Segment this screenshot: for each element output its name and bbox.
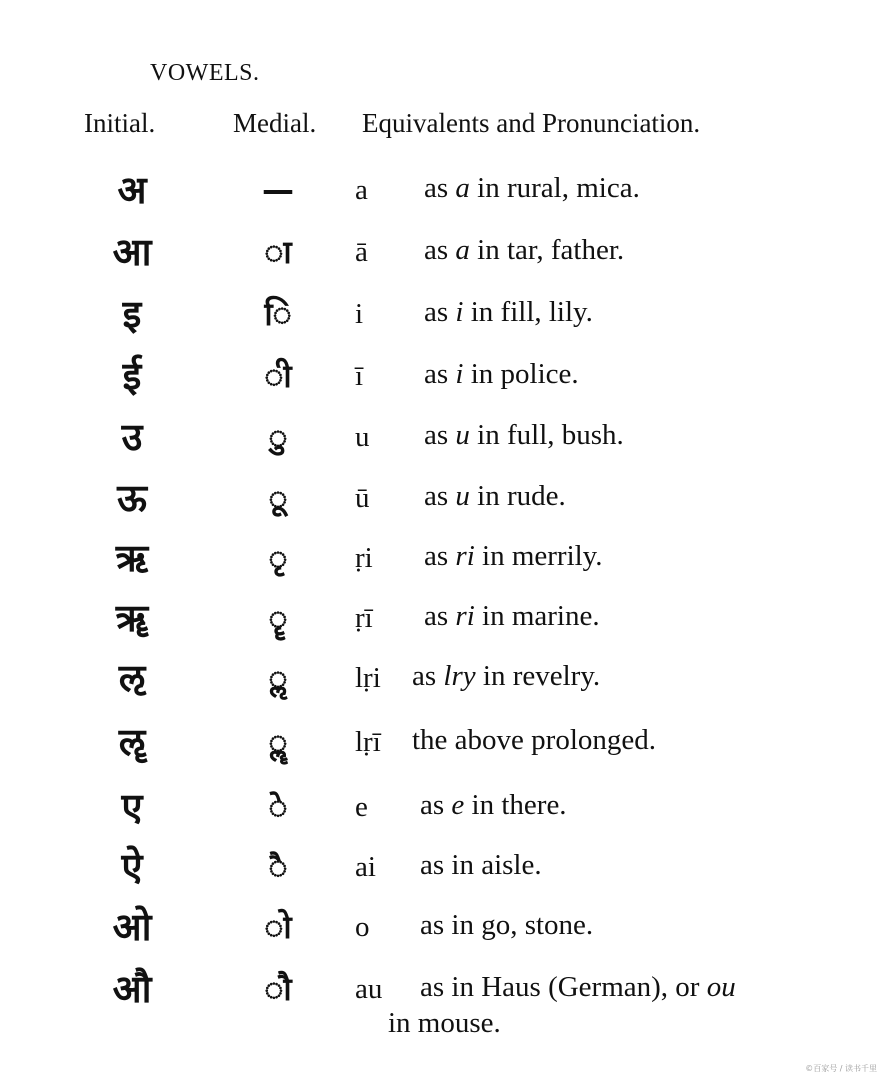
transliteration: ai bbox=[355, 851, 376, 883]
initial-letter: ऋ bbox=[115, 536, 149, 580]
pronunciation: as i in police. bbox=[424, 358, 579, 390]
medial-sign: ॄ bbox=[268, 599, 288, 637]
vowel-row bbox=[0, 596, 889, 658]
pronunciation: as u in full, bush. bbox=[424, 419, 624, 451]
pronunciation-continued: in mouse. bbox=[388, 1007, 501, 1039]
medial-sign: ो bbox=[264, 908, 292, 946]
initial-letter: औ bbox=[112, 967, 152, 1011]
transliteration: ū bbox=[355, 482, 370, 514]
medial-sign: ै bbox=[268, 848, 288, 886]
vowel-row bbox=[0, 168, 889, 230]
medial-sign: — bbox=[262, 171, 294, 209]
pronunciation: as i in fill, lily. bbox=[424, 296, 593, 328]
medial-sign: ृ bbox=[268, 539, 288, 577]
header-initial: Initial. bbox=[84, 108, 156, 138]
initial-letter: अ bbox=[117, 168, 147, 212]
pronunciation: as ri in merrily. bbox=[424, 540, 603, 572]
header-medial: Medial. bbox=[233, 108, 317, 138]
vowel-row bbox=[0, 967, 889, 1047]
vowel-row bbox=[0, 785, 889, 847]
vowel-row bbox=[0, 536, 889, 598]
pronunciation: as u in rude. bbox=[424, 480, 566, 512]
medial-sign: े bbox=[268, 788, 288, 826]
initial-letter: ई bbox=[122, 354, 142, 398]
initial-letter: आ bbox=[112, 230, 152, 274]
vowel-row bbox=[0, 415, 889, 477]
pronunciation: as in aisle. bbox=[420, 849, 542, 881]
initial-letter: ओ bbox=[112, 905, 152, 949]
medial-sign: ौ bbox=[264, 970, 292, 1008]
transliteration: e bbox=[355, 791, 368, 823]
medial-sign: ि bbox=[264, 295, 292, 333]
initial-letter: ॡ bbox=[118, 720, 146, 764]
vowel-row bbox=[0, 656, 889, 718]
section-title: VOWELS. bbox=[150, 60, 260, 86]
medial-sign: ॣ bbox=[268, 723, 288, 761]
vowel-row bbox=[0, 292, 889, 354]
transliteration: ṛi bbox=[355, 542, 373, 574]
transliteration: u bbox=[355, 421, 370, 453]
pronunciation: the above prolonged. bbox=[412, 724, 657, 756]
vowel-row bbox=[0, 905, 889, 967]
initial-letter: ऊ bbox=[117, 476, 147, 520]
medial-sign: ी bbox=[264, 357, 292, 395]
pronunciation: as in Haus (German), or ou bbox=[420, 971, 736, 1003]
vowel-row bbox=[0, 354, 889, 416]
initial-letter: ऐ bbox=[121, 845, 143, 889]
pronunciation: as a in rural, mica. bbox=[424, 172, 640, 204]
vowel-row bbox=[0, 476, 889, 538]
transliteration: o bbox=[355, 911, 370, 943]
header-equivalents: Equivalents and Pronunciation. bbox=[362, 108, 701, 138]
initial-letter: उ bbox=[121, 415, 143, 459]
transliteration: ī bbox=[355, 360, 364, 392]
medial-sign: ु bbox=[268, 418, 288, 456]
medial-sign: ा bbox=[264, 233, 292, 271]
initial-letter: ऌ bbox=[118, 656, 146, 700]
initial-letter: ॠ bbox=[115, 596, 149, 640]
vowel-row bbox=[0, 845, 889, 907]
medial-sign: ॢ bbox=[268, 659, 288, 697]
pronunciation: as in go, stone. bbox=[420, 909, 594, 941]
transliteration: ā bbox=[355, 236, 368, 268]
initial-letter: इ bbox=[122, 292, 142, 336]
watermark: ©百家号 / 读书千里 bbox=[805, 1064, 877, 1073]
transliteration: lṛī bbox=[355, 726, 381, 758]
initial-letter: ए bbox=[121, 785, 143, 829]
transliteration: au bbox=[355, 973, 383, 1005]
pronunciation: as a in tar, father. bbox=[424, 234, 625, 266]
pronunciation: as ri in marine. bbox=[424, 600, 600, 632]
transliteration: ṛī bbox=[355, 602, 373, 634]
vowel-row bbox=[0, 230, 889, 292]
pronunciation: as lry in revelry. bbox=[412, 660, 601, 692]
transliteration: i bbox=[355, 298, 364, 330]
transliteration: lṛi bbox=[355, 662, 381, 694]
vowel-row bbox=[0, 720, 889, 782]
pronunciation: as e in there. bbox=[420, 789, 567, 821]
medial-sign: ू bbox=[268, 479, 288, 517]
transliteration: a bbox=[355, 174, 368, 206]
